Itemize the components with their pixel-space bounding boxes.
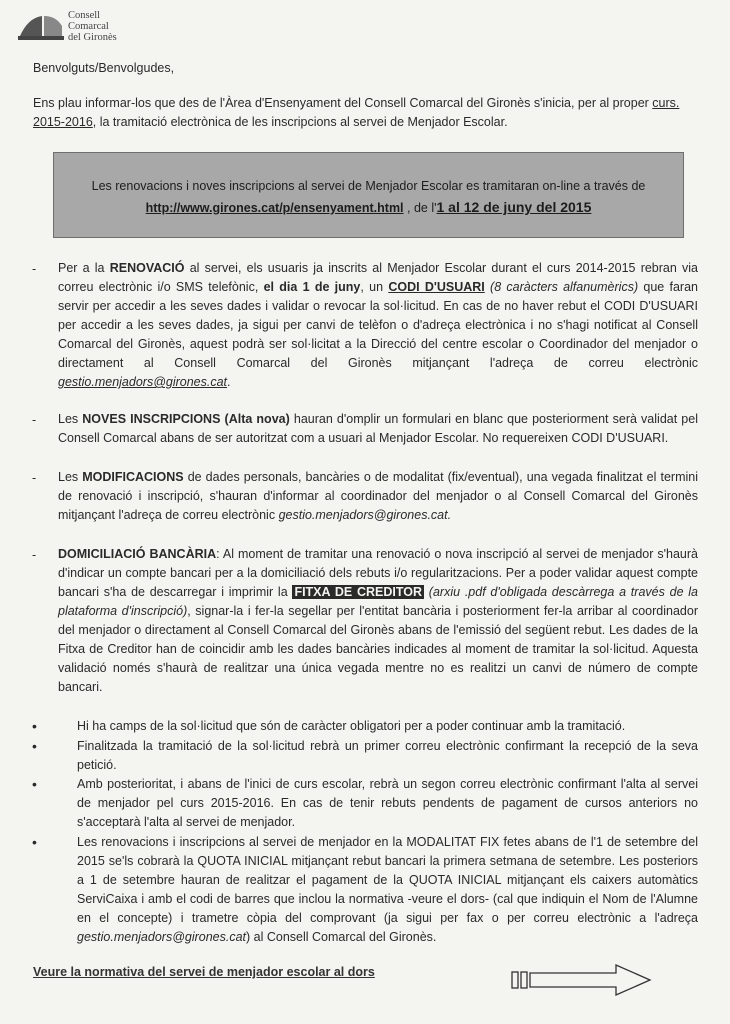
- logo-mark-icon: [18, 12, 66, 42]
- arrow-right-icon: [508, 962, 658, 998]
- banner-mid: , de l': [403, 201, 437, 215]
- bullet-marker: •: [32, 776, 37, 792]
- bullet-item-3: Amb posterioritat, i abans de l'inici de curs escolar, rebrà un segon correu electrònic confirmant l'alta al servei de menjador pel curs 2015-2016. En cas de tenir rebuts pendents de pagament de cursos anteriors no s'acceptarà l'alta al servei de menjador.: [77, 777, 698, 829]
- normativa-link[interactable]: Veure la normativa del servei de menjador escolar al dors: [33, 965, 375, 979]
- intro-text-end: , la tramitació electrònica de les inscripcions al servei de Menjador Escolar.: [92, 115, 508, 129]
- dash-marker: -: [32, 548, 37, 562]
- deadline-banner: [53, 152, 684, 238]
- banner-dates: 1 al 12 de juny del 2015: [436, 199, 592, 215]
- logo-text: [68, 10, 117, 43]
- modificacions-paragraph: Les MODIFICACIONS de dades personals, bancàries o de modalitat (fix/eventual), una vegada finalitzat el termini de renovació i inscripció, s'hauran d'informar al coordinador del menjador o al Consell Comarcal del Gironès mitjançant l'adreça de correu electrònic gestio.menjadors@girones.cat.: [58, 470, 698, 522]
- banner-line-2: [54, 199, 683, 215]
- bullet-item-4: Les renovacions i inscripcions al servei de menjador en la MODALITAT FIX fetes abans de l'1 de setembre del 2015 se'ls cobrarà la QUOTA INICIAL mitjançant rebut bancari la primera setmana de setembre. Les posteriors a 1 de setembre hauran de realitzar el pagament de la QUOTA INICIAL mitjançant els caixers automàtics ServiCaixa i amb el codi de barres que inclou la normativa -veure el dors- (cal que indiquin el Nom de l'Alumne en el concepte) i trametre còpia del comprovant (ja sigui per fax o per correu electrònic a l'adreça gestio.menjadors@girones.cat) al Consell Comarcal del Gironès.: [77, 835, 698, 944]
- bullet-marker: •: [32, 738, 37, 754]
- consell-logo: [18, 10, 148, 44]
- bullet-marker: •: [32, 834, 37, 850]
- logo-line-3: del Gironès: [68, 32, 117, 43]
- intro-years: 2015-2016: [33, 115, 93, 129]
- fitxa-creditor-highlight: FITXA DE CREDITOR: [294, 585, 423, 599]
- bullet-item-1: Hi ha camps de la sol·licitud que són de caràcter obligatori per a poder continuar amb la tramitació.: [77, 719, 626, 733]
- banner-line-1: Les renovacions i noves inscripcions al servei de Menjador Escolar es tramitaran on-line a través de: [91, 179, 646, 193]
- dash-marker: -: [32, 413, 37, 427]
- dash-marker: -: [32, 262, 37, 276]
- intro-text: Ens plau informar-los que des de l'Àrea d'Ensenyament del Consell Comarcal del Gironès s'inicia, per al proper: [33, 96, 653, 110]
- logo-line-1: Consell: [68, 10, 101, 21]
- logo-line-2: Comarcal: [68, 21, 109, 32]
- dash-marker: -: [32, 471, 37, 485]
- modificacions-email[interactable]: gestio.menjadors@girones.cat.: [278, 508, 452, 522]
- renovacio-email[interactable]: gestio.menjadors@girones.cat: [58, 375, 228, 389]
- renovacio-paragraph: Per a la RENOVACIÓ al servei, els usuaris ja inscrits al Menjador Escolar durant el curs 2014-2015 rebran via correu electrònic i/o SMS telefònic, el dia 1 de juny, un CODI D'USUARI (8 caràcters alfanumèrics) que faran servir per accedir a les seves dades i validar o revocar la sol·licitud. En cas de no haver rebut el CODI D'USUARI per accedir a les seves dades, ja sigui per canvi de telèfon o d'adreça electrònica i no s'hagi notificat al Consell Comarcal del Gironès, aquest podrà ser sol·licitat a la Direcció del centre escolar o Coordinador del menjador o directament al Consell Comarcal del Gironès mitjançant l'adreça de correu electrònic gestio.menjadors@girones.cat.: [58, 261, 699, 389]
- bullet-email[interactable]: gestio.menjadors@girones.cat: [77, 930, 247, 944]
- domiciliacio-paragraph: DOMICILIACIÓ BANCÀRIA: Al moment de tramitar una renovació o nova inscripció al servei de menjador s'haurà d'indicar un compte bancari per a la domiciliació dels rebuts i/o regularitzacions. Per a poder validar aquest compte bancari s'ha de descarregar i imprimir la FITXA DE CREDITOR (arxiu .pdf d'obligada descàrrega a través de la plataforma d'inscripció), signar-la i fer-la segellar per l'entitat bancària i posteriorment fer-la arribar al coordinador del menjador o directament al Consell Comarcal del Gironès abans de l'emissió del següent rebut. Les dades de la Fitxa de Creditor han de coincidir amb les dades bancàries indicades al moment de tramitar la sol·licitud. Aquesta validació només s'haurà de realitzar una única vegada mentre no es realitzi un canvi de número de compte bancari.: [58, 547, 699, 694]
- greeting: Benvolguts/Benvolgudes,: [33, 61, 175, 75]
- noves-paragraph: Les NOVES INSCRIPCIONS (Alta nova) hauran d'omplir un formulari en blanc que posteriorment serà validat pel Consell Comarcal abans de ser autoritzat com a usuari al Menjador Escolar. No requereixen CODI D'USUARI.: [58, 412, 698, 445]
- intro-curs: curs.: [652, 96, 680, 110]
- bullet-item-2: Finalitzada la tramitació de la sol·licitud rebrà un primer correu electrònic confirmant la recepció de la seva petició.: [77, 739, 698, 772]
- intro-paragraph: [33, 94, 698, 132]
- bullet-marker: •: [32, 718, 37, 734]
- banner-url-link[interactable]: http://www.girones.cat/p/ensenyament.html: [145, 201, 404, 215]
